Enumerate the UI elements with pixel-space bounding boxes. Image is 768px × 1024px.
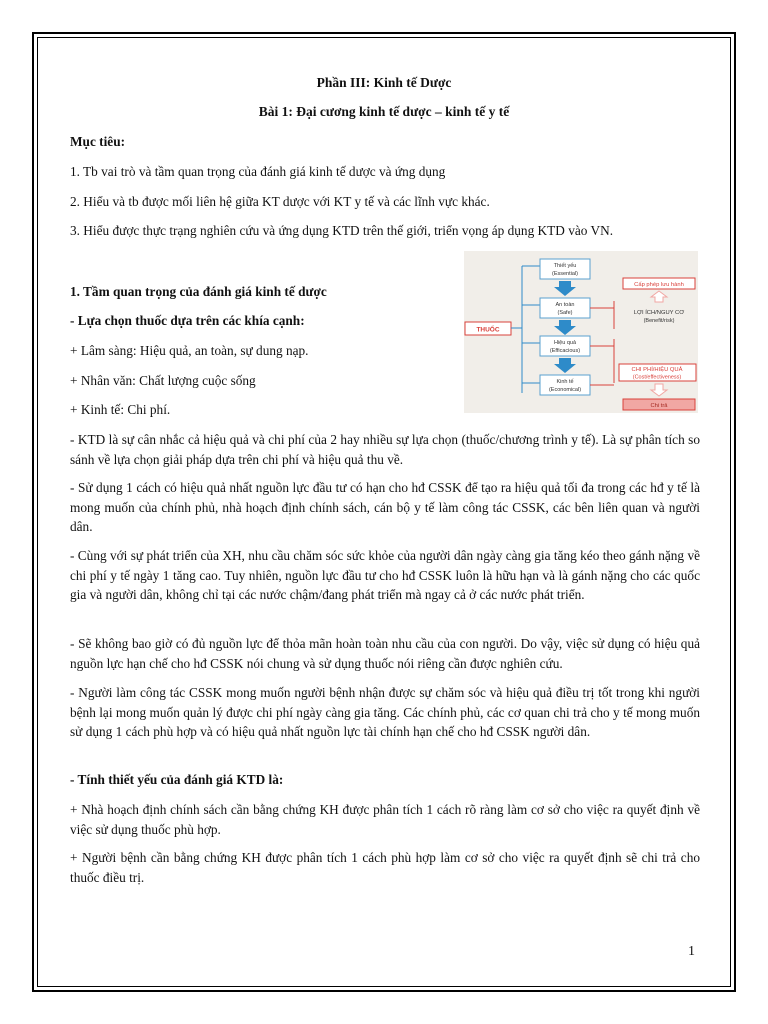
page-number: 1 (688, 944, 695, 959)
objectives-heading: Mục tiêu: (70, 134, 126, 149)
part-title: Phần III: Kinh tế Dược (316, 75, 452, 90)
root-label: THUỐC (476, 326, 500, 334)
cost-sublabel: (Cost/effectiveness) (632, 374, 682, 381)
objective-item: 1. Tb vai trò và tầm quan trọng của đánh giá kinh tế dược và ứng dụng (70, 164, 446, 179)
aspect-item: + Kinh tế: Chi phí. (70, 402, 171, 417)
criteria-label: An toàn (555, 302, 575, 308)
down-arrow-icon (554, 320, 576, 335)
criteria-label: Hiệu quả (553, 340, 577, 346)
right-bracket (590, 301, 614, 385)
benefit-sublabel: (Benefit/risk) (643, 318, 675, 324)
criteria-label: Thiết yếu (553, 263, 577, 269)
down-arrow-icon (554, 358, 576, 373)
criteria-sublabel: (Economical) (548, 387, 582, 393)
criteria-sublabel: (Safe) (557, 310, 573, 316)
objective-item: 3. Hiểu được thực trạng nghiên cứu và ứng dụng KTD trên thế giới, triển vọng áp dụng KTD vào VN. (70, 223, 614, 238)
bracket-line (511, 266, 540, 393)
drug-criteria-diagram (464, 251, 698, 413)
necessity-item: + Người bệnh cần bằng chứng KH được phân tích 1 cách phù hợp làm cơ sở cho việc ra quyết định sẽ chi trả cho thuốc điều trị. (70, 850, 700, 885)
benefit-label: LỢI ÍCH/NGUY CƠ (633, 310, 685, 316)
paragraph: - Sử dụng 1 cách có hiệu quả nhất nguồn lực đầu tư có hạn cho hđ CSSK để tạo ra hiệu quả tối đa trong các hđ y tế là mong muốn của chính phủ, nhà hoạch định chính sách, cán bộ y tế làm công tác CSSK, các bên liên quan và người dân. (70, 480, 700, 534)
objective-item: 2. Hiểu và tb được mối liên hệ giữa KT dược với KT y tế và các lĩnh vực khác. (70, 194, 490, 209)
down-arrow-outline-icon (651, 384, 667, 396)
aspect-item: + Nhân văn: Chất lượng cuộc sống (70, 373, 256, 388)
paragraph: - Cùng với sự phát triển của XH, nhu cầu chăm sóc sức khỏe của người dân ngày càng gia tăng kéo theo gánh nặng về chi phí y tế ngày 1 tăng cao. Tuy nhiên, nguồn lực đầu tư cho hđ CSSK luôn là hữu hạn và là gánh nặng cho các quốc gia và người dân, không chỉ tại các nước chậm/đang phát triển mà ngay cả ở các nước phát triển. (70, 548, 700, 602)
criteria-label: Kinh tế (556, 379, 574, 385)
license-label: Cấp phép lưu hành (634, 282, 684, 288)
necessity-item: + Nhà hoạch định chính sách cần bằng chứng KH được phân tích 1 cách rõ ràng làm cơ sở cho việc ra quyết định về việc sử dụng thuốc phù hợp. (70, 802, 700, 837)
aspect-item: + Lâm sàng: Hiệu quả, an toàn, sự dung nạp. (70, 343, 309, 358)
down-arrow-icon (554, 281, 576, 296)
paragraph: - KTD là sự cân nhắc cả hiệu quả và chi phí của 2 hay nhiều sự lựa chọn (thuốc/chương trình y tế). Là sự phân tích so sánh về lựa chọn giải pháp dựa trên chi phí và hiệu quả thu về. (70, 432, 700, 467)
necessity-heading: - Tính thiết yếu của đánh giá KTD là: (70, 772, 284, 787)
section-heading: 1. Tầm quan trọng của đánh giá kinh tế dược (70, 284, 327, 299)
paragraph: - Người làm công tác CSSK mong muốn người bệnh nhận được sự chăm sóc và hiệu quả điều trị tốt trong khi người bệnh lại mong muốn quản lý được chi phí ngày càng gia tăng. Các chính phủ, các cơ quan chi trả cho y tế mong muốn sử dụng 1 cách phù hợp và có hiệu quả nhất nguồn lực tài chính hạn chế cho hđ CSSK người dân. (70, 685, 700, 739)
section-subheading: - Lựa chọn thuốc dựa trên các khía cạnh: (70, 313, 305, 328)
up-arrow-icon (651, 291, 667, 302)
criteria-sublabel: (Efficacious) (549, 348, 581, 354)
payment-label: Chi trả (650, 403, 668, 409)
cost-label: CHI PHÍ/HIỆU QUẢ (631, 367, 683, 373)
lesson-title: Bài 1: Đại cương kinh tế dược – kinh tế y tế (258, 104, 510, 119)
criteria-sublabel: (Essential) (552, 271, 578, 277)
paragraph: - Sẽ không bao giờ có đủ nguồn lực để thỏa mãn hoàn toàn nhu cầu của con người. Do vậy, việc sử dụng có hiệu quả nguồn lực hạn chế cho hđ CSSK nói chung và sử dụng thuốc nói riêng cần được nghiên cứu. (70, 636, 700, 671)
